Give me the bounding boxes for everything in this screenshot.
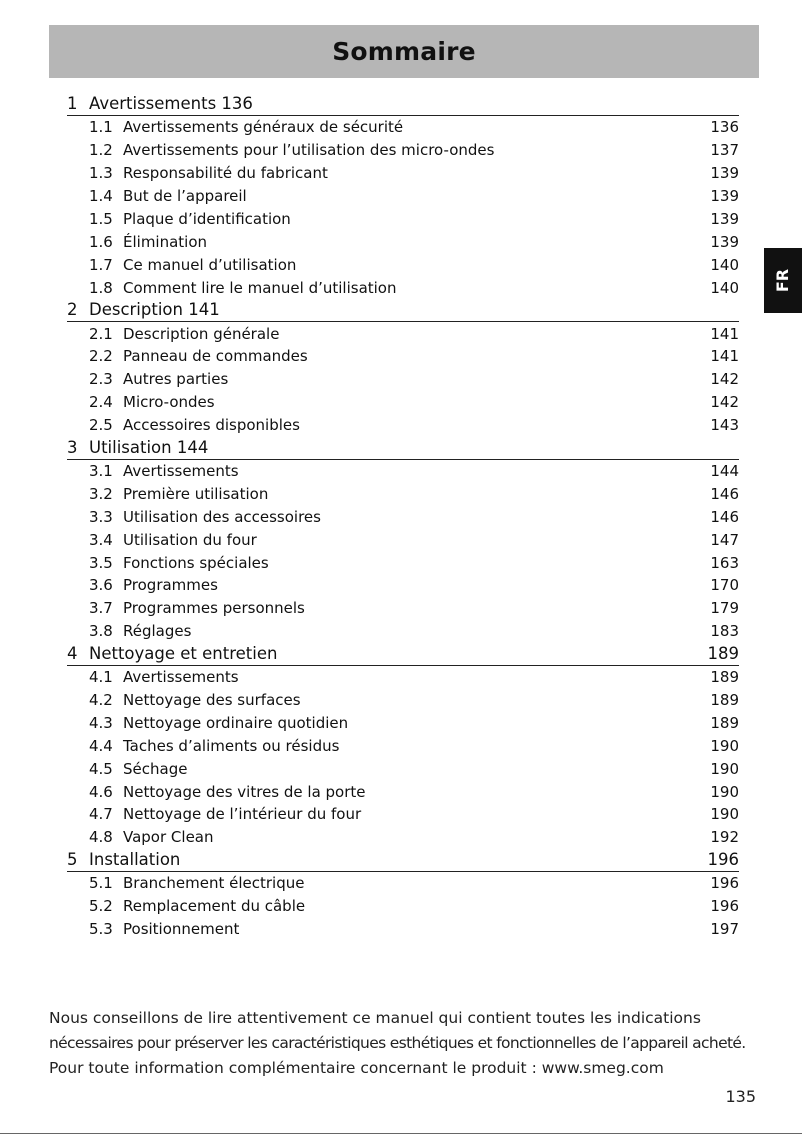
toc-entry[interactable] [89, 826, 739, 849]
entry-page: 197 [710, 920, 739, 939]
entry-number: 4.3 [89, 713, 113, 732]
toc-entry-list [67, 460, 739, 643]
entry-number: 2.4 [89, 393, 113, 412]
toc-entry[interactable] [89, 162, 739, 185]
entry-page: 189 [710, 713, 739, 732]
entry-title: Utilisation du four [123, 530, 257, 549]
entry-number: 4.6 [89, 782, 113, 801]
language-tab [764, 248, 802, 313]
entry-title: Plaque d’identification [123, 210, 291, 228]
entry-number: 1.3 [89, 164, 113, 183]
title-banner [49, 25, 759, 78]
page-number: 135 [725, 1087, 756, 1106]
entry-title: Avertissements généraux de sécurité [123, 118, 404, 137]
section-number: 2 [67, 300, 78, 320]
toc-entry[interactable] [89, 666, 739, 689]
entry-page: 190 [710, 736, 739, 755]
entry-title: Fonctions spéciales [123, 553, 269, 572]
section-number: 5 [67, 849, 78, 869]
entry-title: But de l’appareil [123, 187, 247, 206]
entry-title: Séchage [123, 759, 188, 778]
entry-title: Avertissements pour l’utilisation des micro-ondes [123, 141, 495, 160]
entry-title: Description générale [123, 324, 280, 343]
table-of-contents [67, 93, 739, 941]
entry-title: Première utilisation [123, 484, 269, 503]
entry-page: 183 [710, 622, 739, 641]
entry-title: Programmes [123, 576, 218, 595]
entry-page: 146 [710, 484, 739, 503]
language-label: FR [773, 268, 793, 293]
entry-number: 3.1 [89, 462, 113, 481]
toc-entry[interactable] [89, 345, 739, 368]
entry-number: 4.2 [89, 691, 113, 710]
toc-entry[interactable] [89, 185, 739, 208]
entry-page: 192 [710, 828, 739, 847]
toc-entry[interactable] [89, 872, 739, 895]
entry-page: 146 [710, 507, 739, 526]
toc-entry[interactable] [89, 253, 739, 276]
toc-entry[interactable] [89, 757, 739, 780]
section-title: Avertissements 136 [89, 94, 253, 113]
entry-title: Comment lire le manuel d’utilisation [123, 278, 397, 297]
entry-title: Taches d’aliments ou résidus [123, 736, 340, 755]
footer-note [49, 1006, 749, 1081]
toc-entry[interactable] [89, 482, 739, 505]
entry-page: 141 [710, 347, 739, 366]
entry-number: 4.4 [89, 736, 113, 755]
toc-entry[interactable] [89, 116, 739, 139]
toc-entry[interactable] [89, 918, 739, 941]
toc-entry[interactable] [89, 551, 739, 574]
entry-number: 1.5 [89, 210, 113, 228]
toc-entry[interactable] [89, 895, 739, 918]
entry-page: 163 [710, 553, 739, 572]
entry-title: Panneau de commandes [123, 347, 308, 366]
entry-title: Utilisation des accessoires [123, 507, 321, 526]
entry-page: 142 [710, 393, 739, 412]
entry-page: 147 [710, 530, 739, 549]
toc-entry[interactable] [89, 391, 739, 414]
toc-entry[interactable] [89, 230, 739, 253]
entry-title: Nettoyage de l’intérieur du four [123, 805, 362, 824]
bottom-divider [0, 1133, 802, 1134]
entry-page: 139 [710, 187, 739, 206]
entry-number: 4.7 [89, 805, 113, 824]
entry-number: 2.5 [89, 416, 113, 435]
entry-number: 3.8 [89, 622, 113, 641]
entry-title: Autres parties [123, 370, 229, 389]
entry-page: 139 [710, 232, 739, 251]
toc-entry[interactable] [89, 414, 739, 437]
entry-page: 139 [710, 210, 739, 228]
toc-section-heading[interactable] [67, 849, 739, 872]
entry-number: 5.2 [89, 897, 113, 916]
entry-number: 1.1 [89, 118, 113, 137]
entry-number: 3.5 [89, 553, 113, 572]
entry-page: 143 [710, 416, 739, 435]
entry-number: 1.4 [89, 187, 113, 206]
section-number: 1 [67, 94, 78, 113]
toc-entry-list [67, 666, 739, 849]
entry-title: Remplacement du câble [123, 897, 306, 916]
entry-page: 190 [710, 782, 739, 801]
entry-number: 3.7 [89, 599, 113, 618]
toc-section-heading[interactable] [67, 93, 739, 116]
entry-title: Nettoyage ordinaire quotidien [123, 713, 349, 732]
entry-title: Réglages [123, 622, 192, 641]
entry-page: 196 [710, 874, 739, 893]
section-page: 189 [707, 643, 739, 663]
entry-page: 189 [710, 691, 739, 710]
entry-number: 3.6 [89, 576, 113, 595]
toc-entry-list [67, 116, 739, 299]
entry-page: 137 [710, 141, 739, 160]
entry-page: 142 [710, 370, 739, 389]
toc-section-heading[interactable] [67, 643, 739, 666]
section-title: Utilisation 144 [89, 437, 209, 457]
note-line-3: Pour toute information complémentaire concernant le produit : www.smeg.com [49, 1059, 664, 1077]
entry-number: 4.8 [89, 828, 113, 847]
toc-section-heading[interactable] [67, 437, 739, 460]
toc-entry[interactable] [89, 208, 739, 231]
toc-entry[interactable] [89, 574, 739, 597]
entry-title: Avertissements [123, 668, 239, 687]
entry-number: 2.2 [89, 347, 113, 366]
toc-entry[interactable] [89, 322, 739, 345]
entry-page: 170 [710, 576, 739, 595]
note-line-2: nécessaires pour préserver les caractéristiques esthétiques et fonctionnelles de l’appareil acheté. [49, 1034, 746, 1052]
toc-entry[interactable] [89, 711, 739, 734]
toc-entry-list [67, 872, 739, 941]
entry-page: 189 [710, 668, 739, 687]
entry-title: Responsabilité du fabricant [123, 164, 328, 183]
section-number: 3 [67, 437, 78, 457]
entry-page: 141 [710, 324, 739, 343]
entry-title: Nettoyage des vitres de la porte [123, 782, 366, 801]
note-line-1: Nous conseillons de lire attentivement ce manuel qui contient toutes les indications [49, 1009, 701, 1027]
entry-number: 5.3 [89, 920, 113, 939]
entry-number: 5.1 [89, 874, 113, 893]
entry-title: Programmes personnels [123, 599, 305, 618]
entry-number: 2.1 [89, 324, 113, 343]
toc-entry[interactable] [89, 597, 739, 620]
toc-entry[interactable] [89, 276, 739, 299]
entry-number: 4.5 [89, 759, 113, 778]
entry-number: 1.8 [89, 278, 113, 297]
entry-page: 179 [710, 599, 739, 618]
entry-title: Vapor Clean [123, 828, 214, 847]
toc-entry[interactable] [89, 139, 739, 162]
entry-page: 139 [710, 164, 739, 183]
entry-number: 1.6 [89, 232, 113, 251]
toc-entry-list [67, 322, 739, 436]
entry-number: 1.2 [89, 141, 113, 160]
toc-entry[interactable] [89, 689, 739, 712]
section-number: 4 [67, 643, 78, 663]
entry-page: 190 [710, 805, 739, 824]
entry-title: Positionnement [123, 920, 240, 939]
section-title: Installation [89, 849, 181, 869]
page-title: Sommaire [332, 37, 476, 66]
toc-entry[interactable] [89, 528, 739, 551]
entry-number: 1.7 [89, 255, 113, 274]
toc-entry[interactable] [89, 620, 739, 643]
section-title: Description 141 [89, 300, 220, 320]
entry-number: 2.3 [89, 370, 113, 389]
entry-title: Élimination [123, 232, 208, 251]
entry-page: 136 [710, 118, 739, 137]
toc-entry[interactable] [89, 368, 739, 391]
toc-entry[interactable] [89, 734, 739, 757]
entry-number: 3.4 [89, 530, 113, 549]
entry-page: 140 [710, 255, 739, 274]
section-page: 196 [707, 849, 739, 869]
entry-title: Ce manuel d’utilisation [123, 255, 297, 274]
entry-title: Avertissements [123, 462, 239, 481]
entry-page: 196 [710, 897, 739, 916]
entry-title: Nettoyage des surfaces [123, 691, 301, 710]
entry-number: 4.1 [89, 668, 113, 687]
entry-page: 140 [710, 278, 739, 297]
entry-title: Accessoires disponibles [123, 416, 300, 435]
toc-entry[interactable] [89, 460, 739, 483]
entry-number: 3.3 [89, 507, 113, 526]
entry-page: 144 [710, 462, 739, 481]
entry-title: Micro-ondes [123, 393, 215, 412]
toc-entry[interactable] [89, 803, 739, 826]
toc-entry[interactable] [89, 505, 739, 528]
section-title: Nettoyage et entretien [89, 643, 278, 663]
toc-section-heading[interactable] [67, 299, 739, 322]
entry-number: 3.2 [89, 484, 113, 503]
entry-page: 190 [710, 759, 739, 778]
entry-title: Branchement électrique [123, 874, 305, 893]
toc-entry[interactable] [89, 780, 739, 803]
